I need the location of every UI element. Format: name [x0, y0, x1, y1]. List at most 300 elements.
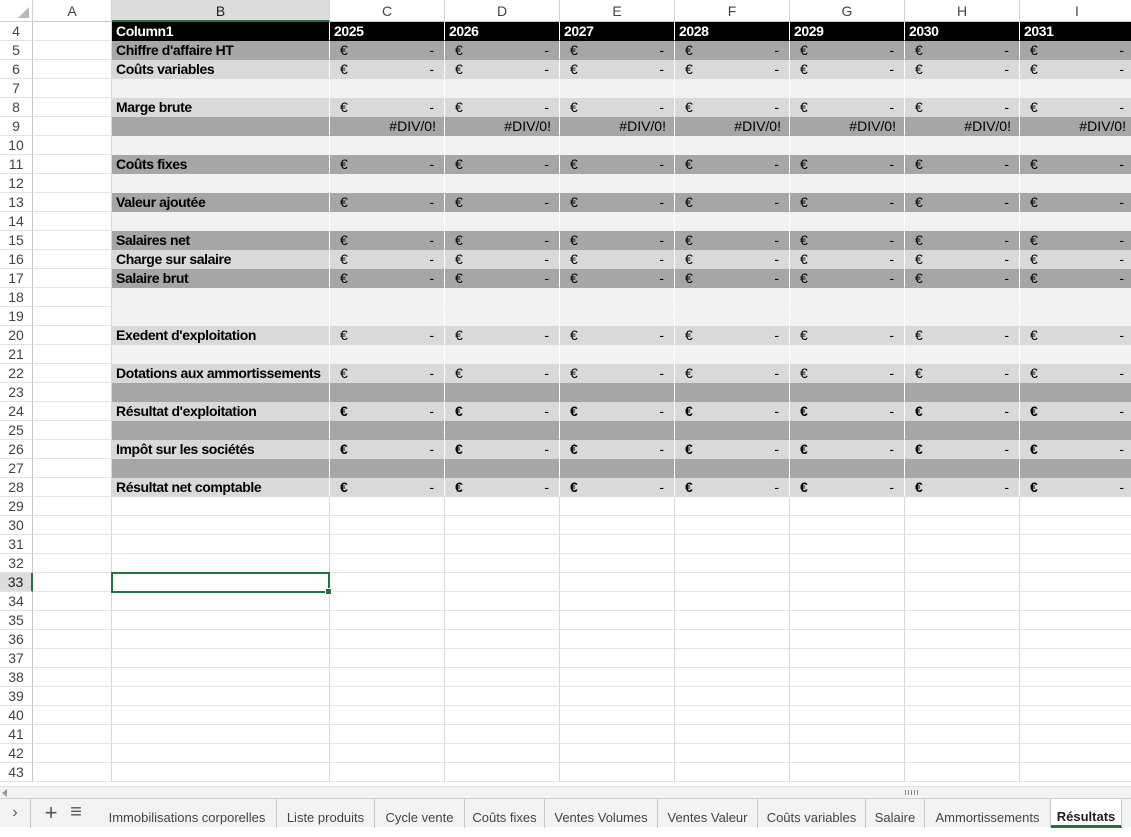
- column-header-i[interactable]: I: [1020, 0, 1131, 22]
- value-cell[interactable]: [330, 440, 445, 459]
- value-cell[interactable]: [1020, 41, 1131, 60]
- value-cell[interactable]: [445, 231, 560, 250]
- cell-a10[interactable]: [33, 136, 112, 155]
- empty-cell[interactable]: [445, 554, 560, 573]
- value-cell[interactable]: [560, 307, 675, 326]
- value-cell[interactable]: [560, 212, 675, 231]
- value-cell[interactable]: [790, 288, 905, 307]
- column-header-g[interactable]: G: [790, 0, 905, 22]
- empty-cell[interactable]: [905, 535, 1020, 554]
- header-label-cell[interactable]: [112, 22, 330, 41]
- value-cell[interactable]: [330, 345, 445, 364]
- value-cell[interactable]: [330, 326, 445, 345]
- column-header-h[interactable]: H: [905, 0, 1020, 22]
- value-cell[interactable]: [560, 288, 675, 307]
- row-label-cell[interactable]: [112, 383, 330, 402]
- value-cell[interactable]: [1020, 250, 1131, 269]
- empty-cell[interactable]: [560, 497, 675, 516]
- value-cell[interactable]: [330, 288, 445, 307]
- empty-cell[interactable]: [790, 592, 905, 611]
- empty-cell[interactable]: [560, 611, 675, 630]
- cell-a15[interactable]: [33, 231, 112, 250]
- empty-cell[interactable]: [675, 573, 790, 592]
- select-all-corner[interactable]: [0, 0, 33, 22]
- row-label-cell[interactable]: [112, 212, 330, 231]
- empty-cell[interactable]: [33, 649, 112, 668]
- empty-cell[interactable]: [112, 763, 330, 782]
- empty-cell[interactable]: [330, 744, 445, 763]
- value-cell[interactable]: [905, 364, 1020, 383]
- value-cell[interactable]: [1020, 288, 1131, 307]
- tab-salaire[interactable]: [866, 799, 925, 828]
- value-cell[interactable]: [905, 459, 1020, 478]
- year-header-2030[interactable]: [905, 22, 1020, 41]
- tab-ventes-valeur[interactable]: [658, 799, 758, 828]
- empty-cell[interactable]: [905, 725, 1020, 744]
- value-cell[interactable]: [560, 136, 675, 155]
- row-header-33[interactable]: 33: [0, 573, 33, 592]
- empty-cell[interactable]: [560, 630, 675, 649]
- value-cell[interactable]: [1020, 212, 1131, 231]
- value-cell[interactable]: [905, 79, 1020, 98]
- value-cell[interactable]: [1020, 193, 1131, 212]
- empty-cell[interactable]: [905, 630, 1020, 649]
- empty-cell[interactable]: [1020, 668, 1131, 687]
- value-cell[interactable]: [790, 478, 905, 497]
- empty-cell[interactable]: [1020, 554, 1131, 573]
- empty-cell[interactable]: [330, 649, 445, 668]
- value-cell[interactable]: [560, 250, 675, 269]
- value-cell[interactable]: [445, 79, 560, 98]
- empty-cell[interactable]: [33, 573, 112, 592]
- value-cell[interactable]: [445, 383, 560, 402]
- value-cell[interactable]: [905, 269, 1020, 288]
- row-label-cell[interactable]: [112, 345, 330, 364]
- empty-cell[interactable]: [445, 687, 560, 706]
- value-cell[interactable]: [560, 98, 675, 117]
- value-cell[interactable]: [1020, 117, 1131, 136]
- row-header-38[interactable]: 38: [0, 668, 33, 687]
- empty-cell[interactable]: [445, 630, 560, 649]
- value-cell[interactable]: [445, 364, 560, 383]
- empty-cell[interactable]: [675, 706, 790, 725]
- cell-a24[interactable]: [33, 402, 112, 421]
- empty-cell[interactable]: [675, 725, 790, 744]
- empty-cell[interactable]: [1020, 744, 1131, 763]
- row-header-15[interactable]: 15: [0, 231, 33, 250]
- row-header-34[interactable]: 34: [0, 592, 33, 611]
- tab-liste-produits[interactable]: [277, 799, 375, 828]
- empty-cell[interactable]: [905, 573, 1020, 592]
- value-cell[interactable]: [330, 79, 445, 98]
- row-header-26[interactable]: 26: [0, 440, 33, 459]
- value-cell[interactable]: [905, 98, 1020, 117]
- value-cell[interactable]: [330, 136, 445, 155]
- tab-cycle-vente[interactable]: [375, 799, 465, 828]
- value-cell[interactable]: [560, 326, 675, 345]
- value-cell[interactable]: [790, 231, 905, 250]
- year-header-2025[interactable]: [330, 22, 445, 41]
- empty-cell[interactable]: [112, 535, 330, 554]
- cell-a20[interactable]: [33, 326, 112, 345]
- empty-cell[interactable]: [560, 573, 675, 592]
- empty-cell[interactable]: [560, 535, 675, 554]
- column-header-c[interactable]: C: [330, 0, 445, 22]
- empty-cell[interactable]: [112, 725, 330, 744]
- empty-cell[interactable]: [905, 687, 1020, 706]
- row-label-cell[interactable]: [112, 193, 330, 212]
- row-header-10[interactable]: 10: [0, 136, 33, 155]
- value-cell[interactable]: [1020, 174, 1131, 193]
- value-cell[interactable]: [1020, 421, 1131, 440]
- value-cell[interactable]: [905, 60, 1020, 79]
- empty-cell[interactable]: [560, 763, 675, 782]
- cell-a4[interactable]: [33, 22, 112, 41]
- value-cell[interactable]: [905, 345, 1020, 364]
- value-cell[interactable]: [560, 402, 675, 421]
- value-cell[interactable]: [445, 440, 560, 459]
- row-label-cell[interactable]: [112, 98, 330, 117]
- value-cell[interactable]: [675, 402, 790, 421]
- value-cell[interactable]: [330, 364, 445, 383]
- empty-cell[interactable]: [445, 516, 560, 535]
- row-label-cell[interactable]: [112, 440, 330, 459]
- empty-cell[interactable]: [112, 630, 330, 649]
- empty-cell[interactable]: [33, 611, 112, 630]
- value-cell[interactable]: [330, 212, 445, 231]
- empty-cell[interactable]: [33, 554, 112, 573]
- row-header-19[interactable]: 19: [0, 307, 33, 326]
- value-cell[interactable]: [1020, 307, 1131, 326]
- cell-a9[interactable]: [33, 117, 112, 136]
- value-cell[interactable]: [790, 269, 905, 288]
- cell-a7[interactable]: [33, 79, 112, 98]
- value-cell[interactable]: [445, 269, 560, 288]
- empty-cell[interactable]: [905, 668, 1020, 687]
- row-header-23[interactable]: 23: [0, 383, 33, 402]
- value-cell[interactable]: [790, 136, 905, 155]
- row-header-21[interactable]: 21: [0, 345, 33, 364]
- value-cell[interactable]: [790, 307, 905, 326]
- cell-a25[interactable]: [33, 421, 112, 440]
- row-header-30[interactable]: 30: [0, 516, 33, 535]
- tab-couts-variables[interactable]: [758, 799, 866, 828]
- value-cell[interactable]: [330, 383, 445, 402]
- empty-cell[interactable]: [33, 744, 112, 763]
- row-label-cell[interactable]: [112, 136, 330, 155]
- empty-cell[interactable]: [112, 554, 330, 573]
- value-cell[interactable]: [1020, 345, 1131, 364]
- empty-cell[interactable]: [330, 725, 445, 744]
- empty-cell[interactable]: [790, 535, 905, 554]
- scroll-left-icon[interactable]: [2, 789, 7, 797]
- row-header-9[interactable]: 9: [0, 117, 33, 136]
- empty-cell[interactable]: [675, 554, 790, 573]
- empty-cell[interactable]: [675, 649, 790, 668]
- value-cell[interactable]: [675, 250, 790, 269]
- empty-cell[interactable]: [675, 763, 790, 782]
- empty-cell[interactable]: [560, 725, 675, 744]
- empty-cell[interactable]: [330, 668, 445, 687]
- value-cell[interactable]: [330, 174, 445, 193]
- value-cell[interactable]: [1020, 231, 1131, 250]
- value-cell[interactable]: [560, 440, 675, 459]
- value-cell[interactable]: [905, 41, 1020, 60]
- empty-cell[interactable]: [33, 687, 112, 706]
- row-label-cell[interactable]: [112, 478, 330, 497]
- empty-cell[interactable]: [560, 554, 675, 573]
- empty-cell[interactable]: [445, 573, 560, 592]
- empty-cell[interactable]: [112, 649, 330, 668]
- row-header-40[interactable]: 40: [0, 706, 33, 725]
- value-cell[interactable]: [330, 402, 445, 421]
- value-cell[interactable]: [675, 345, 790, 364]
- row-header-42[interactable]: 42: [0, 744, 33, 763]
- value-cell[interactable]: [790, 212, 905, 231]
- empty-cell[interactable]: [905, 744, 1020, 763]
- row-label-cell[interactable]: [112, 231, 330, 250]
- all-sheets-button[interactable]: [64, 799, 88, 828]
- value-cell[interactable]: [1020, 326, 1131, 345]
- empty-cell[interactable]: [790, 573, 905, 592]
- row-label-cell[interactable]: [112, 421, 330, 440]
- cell-a22[interactable]: [33, 364, 112, 383]
- row-header-8[interactable]: 8: [0, 98, 33, 117]
- tab-ammortissements[interactable]: [925, 799, 1051, 828]
- empty-cell[interactable]: [675, 744, 790, 763]
- empty-cell[interactable]: [330, 554, 445, 573]
- cell-a27[interactable]: [33, 459, 112, 478]
- empty-cell[interactable]: [905, 649, 1020, 668]
- tab-resultats[interactable]: [1051, 799, 1122, 828]
- cell-a8[interactable]: [33, 98, 112, 117]
- row-header-37[interactable]: 37: [0, 649, 33, 668]
- empty-cell[interactable]: [790, 630, 905, 649]
- empty-cell[interactable]: [560, 687, 675, 706]
- value-cell[interactable]: [790, 174, 905, 193]
- empty-cell[interactable]: [330, 763, 445, 782]
- row-header-28[interactable]: 28: [0, 478, 33, 497]
- empty-cell[interactable]: [675, 497, 790, 516]
- row-header-13[interactable]: 13: [0, 193, 33, 212]
- empty-cell[interactable]: [112, 668, 330, 687]
- cell-a13[interactable]: [33, 193, 112, 212]
- scroll-grip-icon[interactable]: [905, 790, 919, 795]
- value-cell[interactable]: [1020, 79, 1131, 98]
- value-cell[interactable]: [445, 155, 560, 174]
- empty-cell[interactable]: [112, 497, 330, 516]
- value-cell[interactable]: [560, 269, 675, 288]
- row-header-39[interactable]: 39: [0, 687, 33, 706]
- row-header-11[interactable]: 11: [0, 155, 33, 174]
- value-cell[interactable]: [330, 231, 445, 250]
- row-label-cell[interactable]: [112, 364, 330, 383]
- row-header-31[interactable]: 31: [0, 535, 33, 554]
- cell-a19[interactable]: [33, 307, 112, 326]
- value-cell[interactable]: [330, 117, 445, 136]
- value-cell[interactable]: [675, 79, 790, 98]
- row-header-17[interactable]: 17: [0, 269, 33, 288]
- empty-cell[interactable]: [33, 516, 112, 535]
- value-cell[interactable]: [790, 117, 905, 136]
- value-cell[interactable]: [445, 212, 560, 231]
- empty-cell[interactable]: [33, 592, 112, 611]
- empty-cell[interactable]: [560, 592, 675, 611]
- value-cell[interactable]: [330, 193, 445, 212]
- column-header-a[interactable]: A: [33, 0, 112, 22]
- row-header-27[interactable]: 27: [0, 459, 33, 478]
- value-cell[interactable]: [905, 155, 1020, 174]
- cell-a5[interactable]: [33, 41, 112, 60]
- value-cell[interactable]: [560, 193, 675, 212]
- empty-cell[interactable]: [445, 611, 560, 630]
- value-cell[interactable]: [675, 288, 790, 307]
- value-cell[interactable]: [330, 155, 445, 174]
- value-cell[interactable]: [445, 250, 560, 269]
- column-header-f[interactable]: F: [675, 0, 790, 22]
- row-header-25[interactable]: 25: [0, 421, 33, 440]
- value-cell[interactable]: [330, 60, 445, 79]
- value-cell[interactable]: [560, 155, 675, 174]
- row-header-41[interactable]: 41: [0, 725, 33, 744]
- value-cell[interactable]: [905, 136, 1020, 155]
- cell-a18[interactable]: [33, 288, 112, 307]
- row-label-cell[interactable]: [112, 326, 330, 345]
- empty-cell[interactable]: [1020, 516, 1131, 535]
- empty-cell[interactable]: [112, 687, 330, 706]
- value-cell[interactable]: [560, 345, 675, 364]
- value-cell[interactable]: [445, 326, 560, 345]
- value-cell[interactable]: [1020, 364, 1131, 383]
- value-cell[interactable]: [905, 307, 1020, 326]
- tab-ventes-volumes[interactable]: [545, 799, 658, 828]
- empty-cell[interactable]: [790, 516, 905, 535]
- empty-cell[interactable]: [33, 630, 112, 649]
- active-cell-selection[interactable]: [111, 572, 330, 593]
- sheet-prev-button[interactable]: [0, 799, 31, 828]
- empty-cell[interactable]: [330, 630, 445, 649]
- value-cell[interactable]: [560, 231, 675, 250]
- empty-cell[interactable]: [445, 725, 560, 744]
- row-header-36[interactable]: 36: [0, 630, 33, 649]
- empty-cell[interactable]: [330, 611, 445, 630]
- value-cell[interactable]: [790, 250, 905, 269]
- value-cell[interactable]: [905, 421, 1020, 440]
- value-cell[interactable]: [675, 98, 790, 117]
- empty-cell[interactable]: [790, 649, 905, 668]
- empty-cell[interactable]: [560, 706, 675, 725]
- value-cell[interactable]: [330, 250, 445, 269]
- value-cell[interactable]: [1020, 136, 1131, 155]
- empty-cell[interactable]: [330, 497, 445, 516]
- value-cell[interactable]: [1020, 60, 1131, 79]
- cell-a14[interactable]: [33, 212, 112, 231]
- value-cell[interactable]: [445, 478, 560, 497]
- empty-cell[interactable]: [790, 744, 905, 763]
- value-cell[interactable]: [1020, 440, 1131, 459]
- cell-a26[interactable]: [33, 440, 112, 459]
- value-cell[interactable]: [445, 117, 560, 136]
- row-header-7[interactable]: 7: [0, 79, 33, 98]
- value-cell[interactable]: [675, 41, 790, 60]
- row-header-29[interactable]: 29: [0, 497, 33, 516]
- value-cell[interactable]: [905, 288, 1020, 307]
- value-cell[interactable]: [330, 98, 445, 117]
- empty-cell[interactable]: [675, 668, 790, 687]
- year-header-2027[interactable]: [560, 22, 675, 41]
- empty-cell[interactable]: [445, 649, 560, 668]
- value-cell[interactable]: [560, 383, 675, 402]
- row-header-12[interactable]: 12: [0, 174, 33, 193]
- value-cell[interactable]: [445, 345, 560, 364]
- empty-cell[interactable]: [790, 554, 905, 573]
- value-cell[interactable]: [560, 478, 675, 497]
- value-cell[interactable]: [445, 174, 560, 193]
- row-label-cell[interactable]: [112, 60, 330, 79]
- row-label-cell[interactable]: [112, 250, 330, 269]
- empty-cell[interactable]: [675, 592, 790, 611]
- row-label-cell[interactable]: [112, 288, 330, 307]
- value-cell[interactable]: [905, 250, 1020, 269]
- row-header-16[interactable]: 16: [0, 250, 33, 269]
- value-cell[interactable]: [905, 326, 1020, 345]
- empty-cell[interactable]: [560, 649, 675, 668]
- value-cell[interactable]: [560, 174, 675, 193]
- value-cell[interactable]: [445, 421, 560, 440]
- add-sheet-button[interactable]: [40, 799, 62, 828]
- row-header-43[interactable]: 43: [0, 763, 33, 782]
- empty-cell[interactable]: [790, 611, 905, 630]
- value-cell[interactable]: [675, 478, 790, 497]
- empty-cell[interactable]: [112, 516, 330, 535]
- row-header-24[interactable]: 24: [0, 402, 33, 421]
- value-cell[interactable]: [790, 345, 905, 364]
- value-cell[interactable]: [905, 383, 1020, 402]
- fill-handle[interactable]: [325, 588, 332, 595]
- empty-cell[interactable]: [1020, 535, 1131, 554]
- empty-cell[interactable]: [675, 516, 790, 535]
- value-cell[interactable]: [675, 459, 790, 478]
- empty-cell[interactable]: [905, 611, 1020, 630]
- cell-a12[interactable]: [33, 174, 112, 193]
- row-label-cell[interactable]: [112, 174, 330, 193]
- value-cell[interactable]: [905, 440, 1020, 459]
- empty-cell[interactable]: [790, 497, 905, 516]
- empty-cell[interactable]: [905, 706, 1020, 725]
- empty-cell[interactable]: [1020, 706, 1131, 725]
- empty-cell[interactable]: [675, 535, 790, 554]
- value-cell[interactable]: [675, 212, 790, 231]
- value-cell[interactable]: [675, 364, 790, 383]
- value-cell[interactable]: [445, 459, 560, 478]
- value-cell[interactable]: [905, 478, 1020, 497]
- empty-cell[interactable]: [1020, 725, 1131, 744]
- empty-cell[interactable]: [33, 725, 112, 744]
- cell-a28[interactable]: [33, 478, 112, 497]
- row-label-cell[interactable]: [112, 79, 330, 98]
- value-cell[interactable]: [445, 98, 560, 117]
- empty-cell[interactable]: [33, 497, 112, 516]
- year-header-2031[interactable]: [1020, 22, 1131, 41]
- empty-cell[interactable]: [905, 516, 1020, 535]
- value-cell[interactable]: [790, 440, 905, 459]
- value-cell[interactable]: [675, 440, 790, 459]
- empty-cell[interactable]: [1020, 649, 1131, 668]
- year-header-2028[interactable]: [675, 22, 790, 41]
- row-label-cell[interactable]: [112, 41, 330, 60]
- value-cell[interactable]: [790, 326, 905, 345]
- value-cell[interactable]: [445, 402, 560, 421]
